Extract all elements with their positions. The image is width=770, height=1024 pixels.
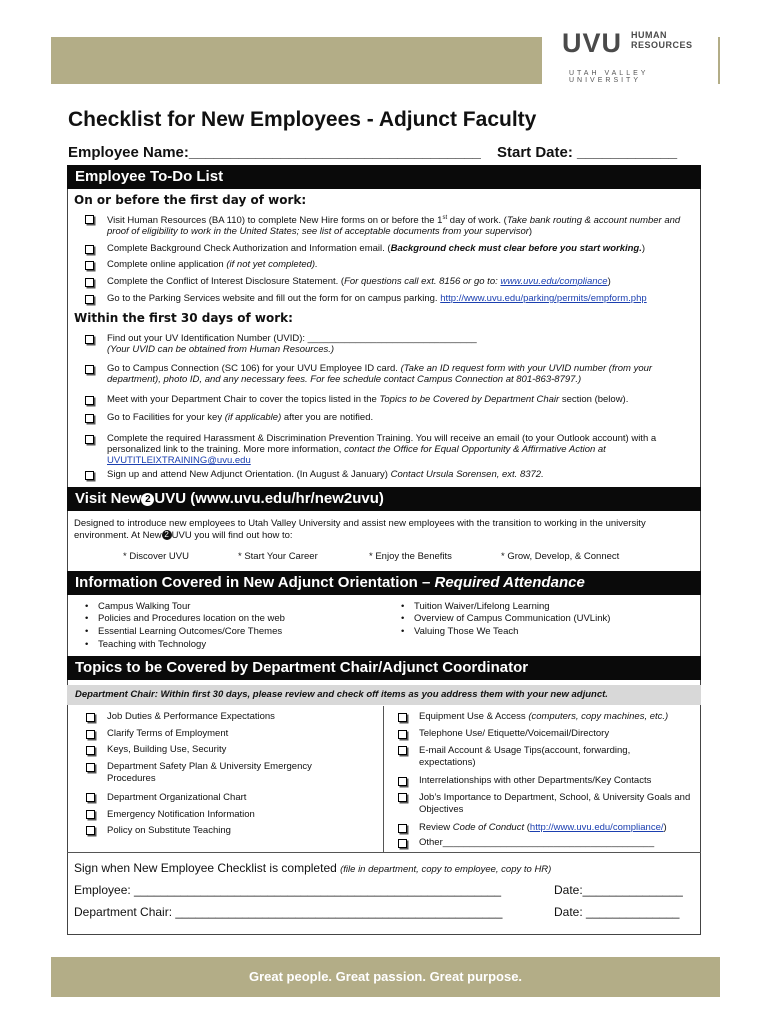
- logo-university: UTAH VALLEY UNIVERSITY: [569, 70, 649, 84]
- chair-date-field[interactable]: Date: ______________: [554, 905, 680, 919]
- item-conflict-of-interest: Complete the Conflict of Interest Disclosure Statement. (For questions call ext. 8156 or go to: www.uvu.edu/compliance): [107, 276, 611, 287]
- item-uvid: Find out your UV Identification Number (UVID): ________________________________ (Your UVID can be obtained from Human Resources.): [107, 333, 477, 355]
- orientation-item: • Campus Walking Tour: [98, 601, 190, 613]
- employee-name-field[interactable]: Employee Name:___________________________________: [68, 144, 481, 161]
- checkbox-other[interactable]: [398, 839, 407, 848]
- first-day-heading: On or before the first day of work:: [74, 193, 307, 207]
- topic-equipment: Equipment Use & Access (computers, copy machines, etc.): [419, 711, 669, 722]
- topic-email: E-mail Account & Usage Tips(account, forwarding, expectations): [419, 745, 631, 768]
- checkbox-telephone[interactable]: [398, 730, 407, 739]
- checkbox-job-importance[interactable]: [398, 793, 407, 802]
- employee-date-field[interactable]: Date:_______________: [554, 883, 683, 897]
- new2uvu-point: * Enjoy the Benefits: [369, 551, 452, 562]
- number-two-circle-icon: 2: [141, 493, 154, 506]
- item-online-application: Complete online application (if not yet completed).: [107, 259, 318, 270]
- topic-substitute: Policy on Substitute Teaching: [107, 825, 231, 836]
- checkbox-harassment-training[interactable]: [85, 435, 94, 444]
- checkbox-id-card[interactable]: [85, 365, 94, 374]
- topic-safety-plan: Department Safety Plan & University Emergency Procedures: [107, 761, 312, 784]
- topics-instruction: Department Chair: Within first 30 days, please review and check off items as you address them with your new adjunct.: [67, 685, 701, 705]
- checkbox-code-of-conduct[interactable]: [398, 824, 407, 833]
- checkbox-facilities-key[interactable]: [85, 414, 94, 423]
- new2uvu-point: * Start Your Career: [238, 551, 318, 562]
- page-title: Checklist for New Employees - Adjunct Faculty: [68, 108, 537, 131]
- checkbox-org-chart[interactable]: [86, 793, 95, 802]
- checkbox-online-application[interactable]: [85, 261, 94, 270]
- checkbox-keys[interactable]: [86, 746, 95, 755]
- footer-tagline: Great people. Great passion. Great purpose.: [51, 957, 720, 997]
- topic-interrelationships: Interrelationships with other Departments/Key Contacts: [419, 775, 652, 786]
- checkbox-equipment[interactable]: [398, 713, 407, 722]
- checkbox-interrelationships[interactable]: [398, 777, 407, 786]
- checkbox-job-duties[interactable]: [86, 713, 95, 722]
- checkbox-parking[interactable]: [85, 295, 94, 304]
- section-divider: [67, 852, 701, 853]
- orientation-item: • Overview of Campus Communication (UVLink): [414, 613, 610, 625]
- orientation-item: • Essential Learning Outcomes/Core Themes: [98, 626, 282, 638]
- compliance-link[interactable]: www.uvu.edu/compliance: [500, 276, 608, 287]
- checkbox-safety-plan[interactable]: [86, 763, 95, 772]
- topic-telephone: Telephone Use/ Etiquette/Voicemail/Directory: [419, 728, 610, 739]
- checkbox-terms[interactable]: [86, 730, 95, 739]
- orientation-item: • Valuing Those We Teach: [414, 626, 518, 638]
- item-id-card: Go to Campus Connection (SC 106) for your UVU Employee ID card. (Take an ID request form with your UVID number (from your department), photo ID, and any necessary fees. For fee schedule contact Campus Connection at 801-863-8797.): [107, 363, 653, 385]
- topic-terms: Clarify Terms of Employment: [107, 728, 229, 739]
- topics-header: Topics to be Covered by Department Chair/Adjunct Coordinator: [67, 656, 701, 680]
- parking-link[interactable]: http://www.uvu.edu/parking/permits/empform.php: [440, 293, 647, 304]
- topic-job-duties: Job Duties & Performance Expectations: [107, 711, 275, 722]
- todo-header: Employee To-Do List: [67, 165, 701, 189]
- topic-org-chart: Department Organizational Chart: [107, 792, 247, 803]
- thirty-days-heading: Within the first 30 days of work:: [74, 311, 293, 325]
- item-harassment-training: Complete the required Harassment & Discrimination Prevention Training. You will receive an email (to your Outlook account) with a personalized link to the training. More more information, contact the Office for Equal Opportunity & Affirmative Action at UVUTITLEIXTRAINING@uvu.edu: [107, 433, 657, 466]
- logo-unit: HUMAN RESOURCES: [631, 30, 693, 50]
- column-divider: [383, 706, 384, 852]
- code-of-conduct-link[interactable]: http://www.uvu.edu/compliance/: [529, 822, 664, 833]
- uvu-hr-logo: [542, 22, 718, 84]
- logo-brand: UVU: [562, 28, 623, 58]
- signoff-heading: Sign when New Employee Checklist is completed (file in department, copy to employee, copy to HR): [74, 861, 552, 875]
- checkbox-hr-forms[interactable]: [85, 215, 94, 224]
- new2uvu-header: Visit New 2 UVU (www.uvu.edu/hr/new2uvu): [67, 487, 701, 511]
- item-hr-forms: Visit Human Resources (BA 110) to complete New Hire forms on or before the 1st day of work. (Take bank routing & account number and proof of eligibility to work in the United States; see list of acceptable documents from your supervisor): [107, 215, 681, 238]
- orientation-item: • Teaching with Technology: [98, 639, 206, 651]
- item-meet-chair: Meet with your Department Chair to cover the topics listed in the Topics to be Covered by Department Chair section (below).: [107, 394, 629, 405]
- checkbox-adjunct-orientation[interactable]: [85, 471, 94, 480]
- orientation-header: Information Covered in New Adjunct Orientation – Required Attendance: [67, 571, 701, 595]
- orientation-item: • Policies and Procedures location on the web: [98, 613, 285, 625]
- topic-keys: Keys, Building Use, Security: [107, 744, 227, 755]
- item-adjunct-orientation: Sign up and attend New Adjunct Orientation. (In August & January) Contact Ursula Sorensen, ext. 8372.: [107, 469, 544, 480]
- start-date-field[interactable]: Start Date: ____________: [497, 144, 678, 161]
- item-background-check: Complete Background Check Authorization and Information email. (Background check must clear before you start working.): [107, 243, 646, 254]
- checkbox-emergency[interactable]: [86, 810, 95, 819]
- chair-signature-field[interactable]: Department Chair: _________________________________________________: [74, 905, 503, 919]
- employee-signature-field[interactable]: Employee: _______________________________________________________: [74, 883, 502, 897]
- checkbox-email[interactable]: [398, 746, 407, 755]
- checkbox-substitute[interactable]: [86, 826, 95, 835]
- topic-job-importance: Job’s Importance to Department, School, & University Goals and Objectives: [419, 792, 691, 815]
- checkbox-meet-chair[interactable]: [85, 396, 94, 405]
- training-email-link[interactable]: UVUTITLEIXTRAINING@uvu.edu: [107, 455, 251, 466]
- orientation-item: • Tuition Waiver/Lifelong Learning: [414, 601, 550, 613]
- item-facilities-key: Go to Facilities for your key (if applicable) after you are notified.: [107, 412, 374, 423]
- new2uvu-description: Designed to introduce new employees to Utah Valley University and assist new employees with the transition to working in the university environment. At New 2 UVU you will find out how to:: [74, 518, 646, 541]
- new2uvu-point: * Grow, Develop, & Connect: [501, 551, 620, 562]
- topic-emergency: Emergency Notification Information: [107, 809, 255, 820]
- topic-code-of-conduct: Review Code of Conduct (http://www.uvu.edu/compliance/): [419, 822, 667, 833]
- topic-other: Other________________________________________: [419, 837, 655, 848]
- checkbox-conflict-of-interest[interactable]: [85, 278, 94, 287]
- checkbox-background-check[interactable]: [85, 245, 94, 254]
- item-parking: Go to the Parking Services website and fill out the form for on campus parking. http://www.uvu.edu/parking/permits/empform.php: [107, 293, 647, 304]
- number-two-circle-icon: 2: [162, 530, 172, 540]
- checkbox-uvid[interactable]: [85, 335, 94, 344]
- new2uvu-point: * Discover UVU: [123, 551, 189, 562]
